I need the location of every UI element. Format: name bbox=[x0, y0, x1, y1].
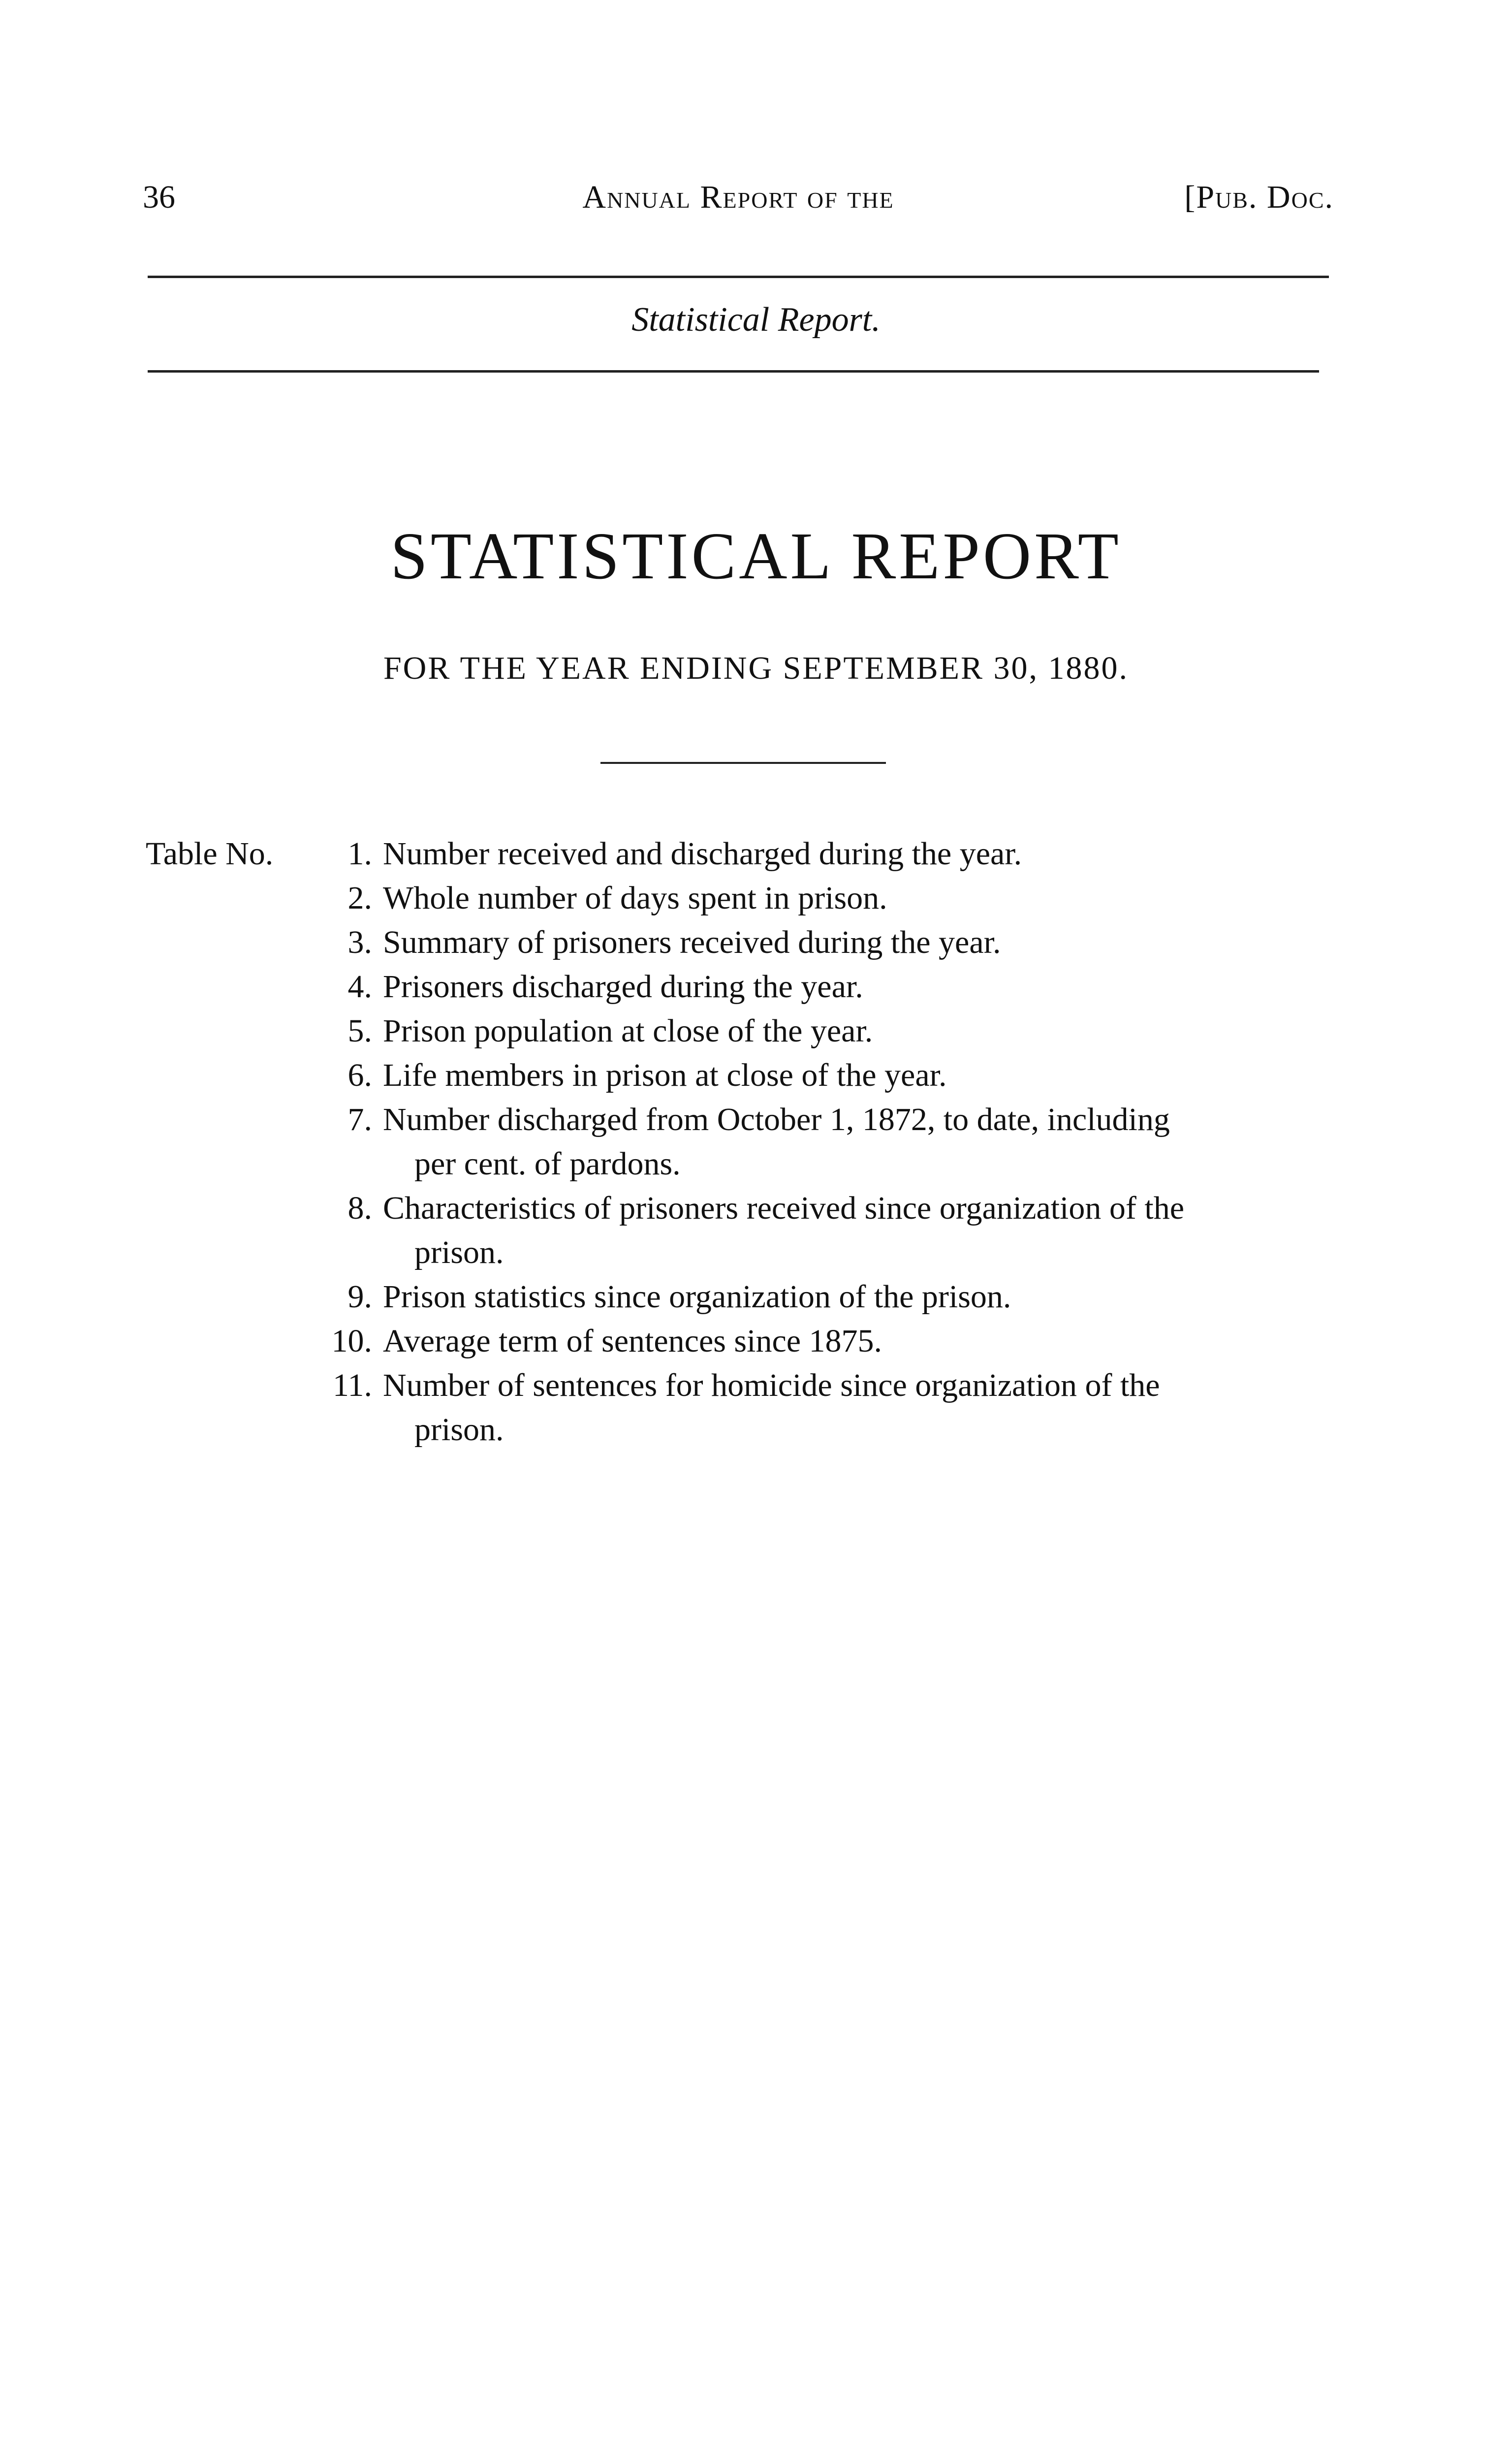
description-text: Characteristics of prisoners received since organization of the bbox=[383, 1190, 1184, 1226]
description-text: Life members in prison at close of the year. bbox=[383, 1057, 947, 1093]
contents-list bbox=[313, 832, 1337, 1452]
table-number: 11. bbox=[332, 1367, 372, 1403]
list-item bbox=[313, 1009, 1337, 1053]
table-description bbox=[372, 965, 1337, 1009]
table-number: 8. bbox=[347, 1190, 372, 1226]
section-heading: Statistical Report. bbox=[631, 301, 881, 339]
list-item bbox=[313, 1186, 1337, 1275]
table-number: 5. bbox=[347, 1013, 372, 1049]
table-number: 7. bbox=[347, 1102, 372, 1137]
table-description bbox=[372, 1363, 1337, 1452]
description-text: Whole number of days spent in prison. bbox=[383, 880, 887, 916]
table-description bbox=[372, 1053, 1337, 1098]
table-description bbox=[372, 1275, 1337, 1319]
page-title: STATISTICAL REPORT bbox=[390, 519, 1122, 593]
table-number: 3. bbox=[347, 924, 372, 960]
list-item bbox=[313, 832, 1337, 876]
description-text: Number discharged from October 1, 1872, to date, including bbox=[383, 1102, 1170, 1137]
table-label: Table No. bbox=[146, 836, 274, 872]
table-number: 9. bbox=[347, 1279, 372, 1315]
document-type: [Pub. Doc. bbox=[1184, 179, 1334, 215]
list-item bbox=[313, 1275, 1337, 1319]
section-rule bbox=[148, 370, 1319, 373]
table-description bbox=[372, 1098, 1337, 1186]
list-item bbox=[313, 1053, 1337, 1098]
table-number: 4. bbox=[347, 969, 372, 1005]
running-title: Annual Report of the bbox=[582, 179, 894, 215]
table-number: 2. bbox=[347, 880, 372, 916]
table-description bbox=[372, 832, 1337, 876]
description-continuation: per cent. of pardons. bbox=[414, 1146, 681, 1182]
table-description bbox=[372, 1009, 1337, 1053]
table-description bbox=[372, 876, 1337, 920]
list-item bbox=[313, 1319, 1337, 1363]
list-item bbox=[313, 965, 1337, 1009]
description-text: Summary of prisoners received during the year. bbox=[383, 924, 1001, 960]
list-item bbox=[313, 876, 1337, 920]
short-divider bbox=[600, 762, 886, 764]
description-text: Number received and discharged during the year. bbox=[383, 836, 1022, 872]
page-subtitle: FOR THE YEAR ENDING SEPTEMBER 30, 1880. bbox=[383, 650, 1129, 686]
description-continuation: prison. bbox=[414, 1412, 504, 1448]
table-number: 6. bbox=[347, 1057, 372, 1093]
description-text: Prisoners discharged during the year. bbox=[383, 969, 863, 1005]
description-text: Prison population at close of the year. bbox=[383, 1013, 873, 1049]
page-number: 36 bbox=[143, 179, 175, 215]
description-text: Number of sentences for homicide since organization of the bbox=[383, 1367, 1160, 1403]
list-item bbox=[313, 920, 1337, 965]
table-description bbox=[372, 1319, 1337, 1363]
table-description bbox=[372, 1186, 1337, 1275]
table-number: 10. bbox=[331, 1323, 372, 1359]
description-text: Prison statistics since organization of the prison. bbox=[383, 1279, 1011, 1315]
table-number: 1. bbox=[347, 836, 372, 872]
list-item bbox=[313, 1098, 1337, 1186]
running-head bbox=[143, 175, 1334, 220]
table-description bbox=[372, 920, 1337, 965]
description-continuation: prison. bbox=[414, 1234, 504, 1270]
description-text: Average term of sentences since 1875. bbox=[383, 1323, 882, 1359]
list-item bbox=[313, 1363, 1337, 1452]
top-rule bbox=[148, 276, 1329, 278]
